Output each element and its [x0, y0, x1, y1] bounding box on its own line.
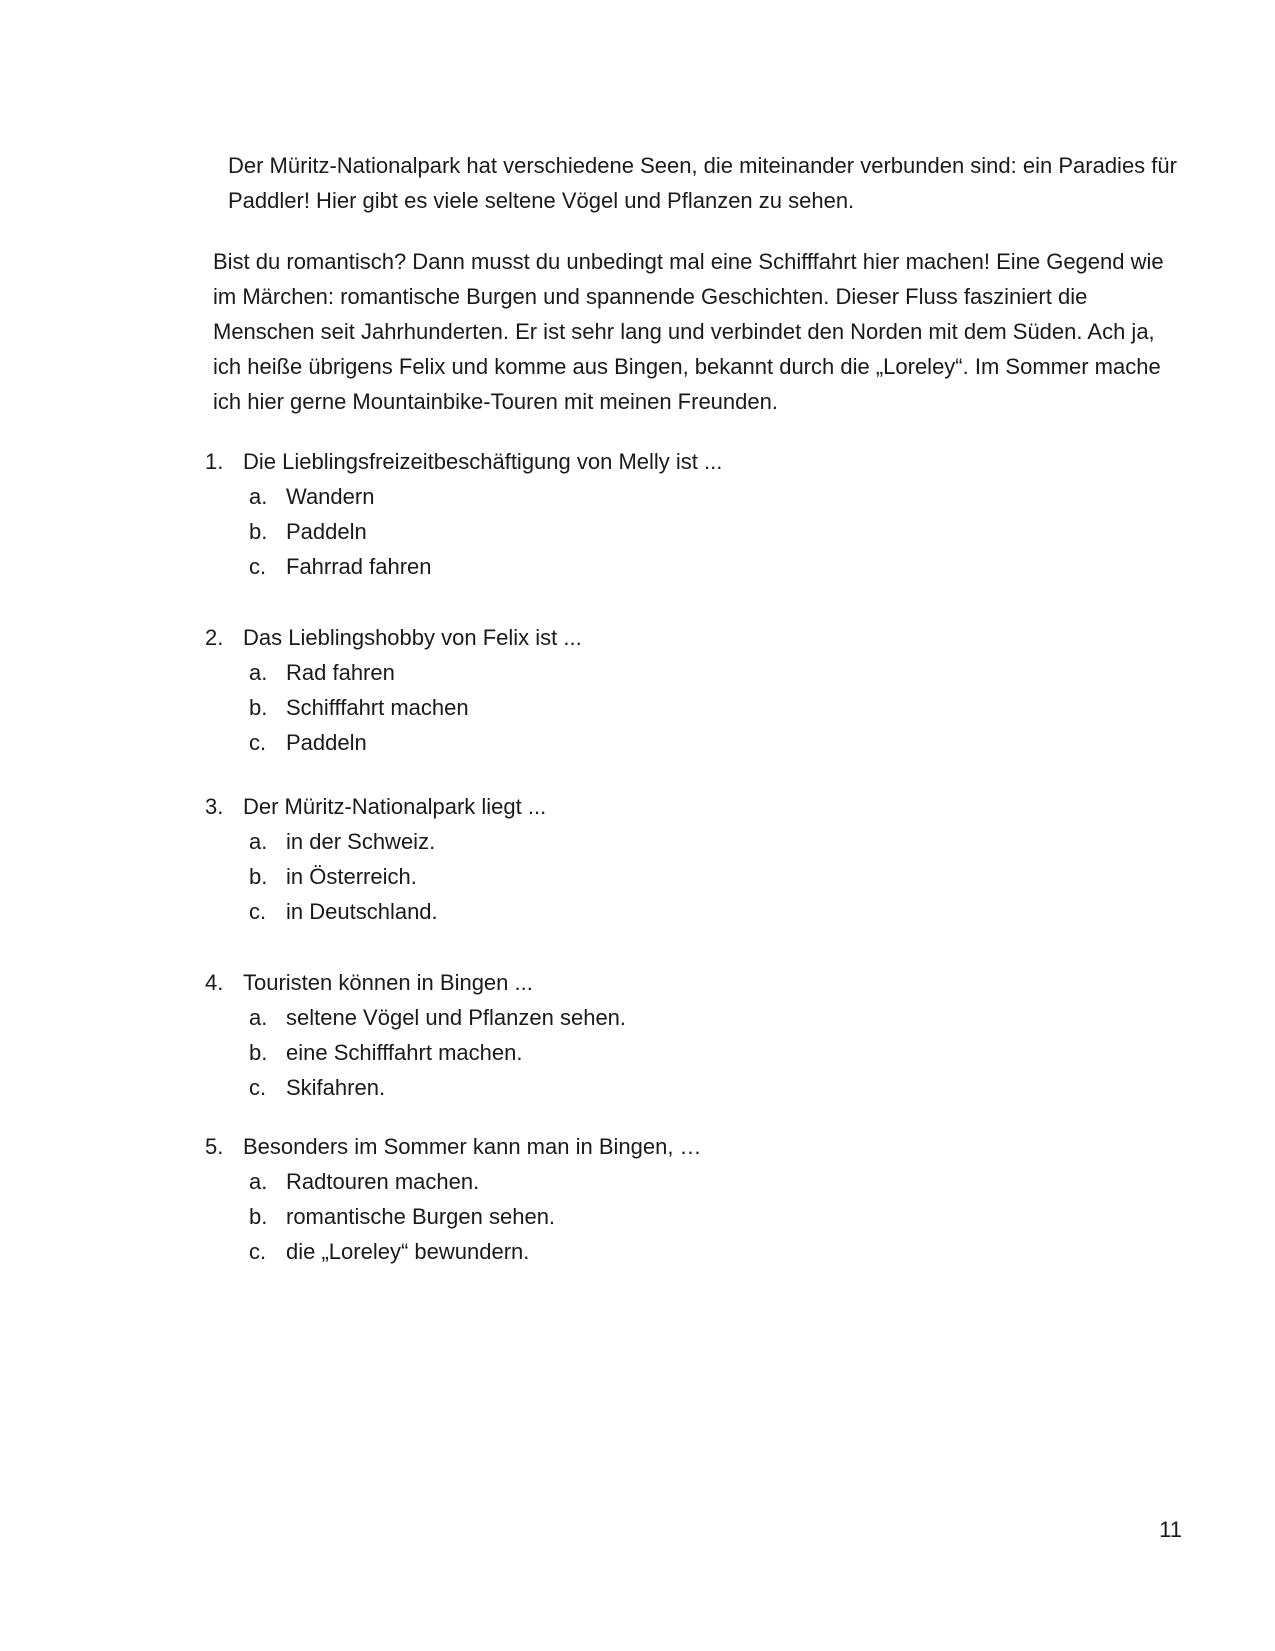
option-text: seltene Vögel und Pflanzen sehen. [286, 1005, 627, 1030]
option-text: Paddeln [286, 519, 367, 544]
option-item [205, 1000, 1105, 1035]
option-letter: c. [249, 899, 267, 924]
option-text: Radtouren machen. [286, 1169, 480, 1194]
question-text: Besonders im Sommer kann man in Bingen, … [243, 1134, 702, 1159]
option-item [205, 690, 1105, 725]
option-text: Schifffahrt machen [286, 695, 469, 720]
question-list [205, 444, 1105, 1269]
option-list [205, 479, 1105, 584]
option-letter: a. [249, 484, 268, 509]
question-number: 3. [205, 794, 224, 819]
question-number: 5. [205, 1134, 224, 1159]
question-number: 2. [205, 625, 224, 650]
question-text: Das Lieblingshobby von Felix ist ... [243, 625, 582, 650]
option-list [205, 1000, 1105, 1105]
option-list [205, 824, 1105, 929]
option-item [205, 1199, 1105, 1234]
option-item [205, 725, 1105, 760]
spacer [205, 929, 1105, 965]
option-letter: b. [249, 695, 268, 720]
option-text: Skifahren. [286, 1075, 386, 1100]
option-item [205, 859, 1105, 894]
spacer [205, 584, 1105, 620]
question-2 [205, 620, 1105, 760]
option-text: romantische Burgen sehen. [286, 1204, 556, 1229]
spacer [205, 1105, 1105, 1129]
question-text: Die Lieblingsfreizeitbeschäftigung von Melly ist ... [243, 449, 723, 474]
option-letter: c. [249, 1075, 267, 1100]
option-letter: a. [249, 1005, 268, 1030]
question-1 [205, 444, 1105, 584]
option-item [205, 894, 1105, 929]
paragraph-felix: Bist du romantisch? Dann musst du unbedingt mal eine Schifffahrt hier machen! Eine Gegend wie im Märchen: romantische Burgen und spannende Geschichten. Dieser Fluss fasziniert die Menschen seit Jahrhunderten. Er ist sehr lang und verbindet den Norden mit dem Süden. Ach ja, ich heiße übrigens Felix und komme aus Bingen, bekannt durch die „Loreley“. Im Sommer mache ich hier gerne Mountainbike-Touren mit meinen Freunden. [213, 249, 1164, 414]
option-letter: a. [249, 660, 268, 685]
option-letter: a. [249, 1169, 268, 1194]
option-text: Paddeln [286, 730, 367, 755]
question-5 [205, 1129, 1105, 1269]
option-list [205, 655, 1105, 760]
question-text: Der Müritz-Nationalpark liegt ... [243, 794, 547, 819]
option-text: Wandern [286, 484, 375, 509]
option-item [205, 479, 1105, 514]
question-text: Touristen können in Bingen ... [243, 970, 533, 995]
question-4 [205, 965, 1105, 1105]
option-item [205, 1035, 1105, 1070]
option-text: eine Schifffahrt machen. [286, 1040, 523, 1065]
option-item [205, 1234, 1105, 1269]
option-letter: a. [249, 829, 268, 854]
spacer [205, 760, 1105, 789]
option-text: Fahrrad fahren [286, 554, 432, 579]
option-letter: b. [249, 519, 268, 544]
option-letter: c. [249, 554, 267, 579]
page-number: 11 [1159, 1517, 1182, 1542]
option-letter: b. [249, 864, 268, 889]
option-item [205, 1070, 1105, 1105]
option-letter: c. [249, 1239, 267, 1264]
question-number: 1. [205, 449, 224, 474]
option-item [205, 824, 1105, 859]
option-text: in Österreich. [286, 864, 417, 889]
question-3 [205, 789, 1105, 929]
option-item [205, 1164, 1105, 1199]
option-text: die „Loreley“ bewundern. [286, 1239, 530, 1264]
option-text: in der Schweiz. [286, 829, 436, 854]
question-number: 4. [205, 970, 224, 995]
option-item [205, 514, 1105, 549]
paragraph-mueritz: Der Müritz-Nationalpark hat verschiedene Seen, die miteinander verbunden sind: ein Paradies für Paddler! Hier gibt es viele seltene Vögel und Pflanzen zu sehen. [228, 153, 1177, 213]
option-text: Rad fahren [286, 660, 395, 685]
option-letter: b. [249, 1204, 268, 1229]
option-list [205, 1164, 1105, 1269]
option-text: in Deutschland. [286, 899, 438, 924]
option-letter: c. [249, 730, 267, 755]
option-item [205, 655, 1105, 690]
option-item [205, 549, 1105, 584]
option-letter: b. [249, 1040, 268, 1065]
